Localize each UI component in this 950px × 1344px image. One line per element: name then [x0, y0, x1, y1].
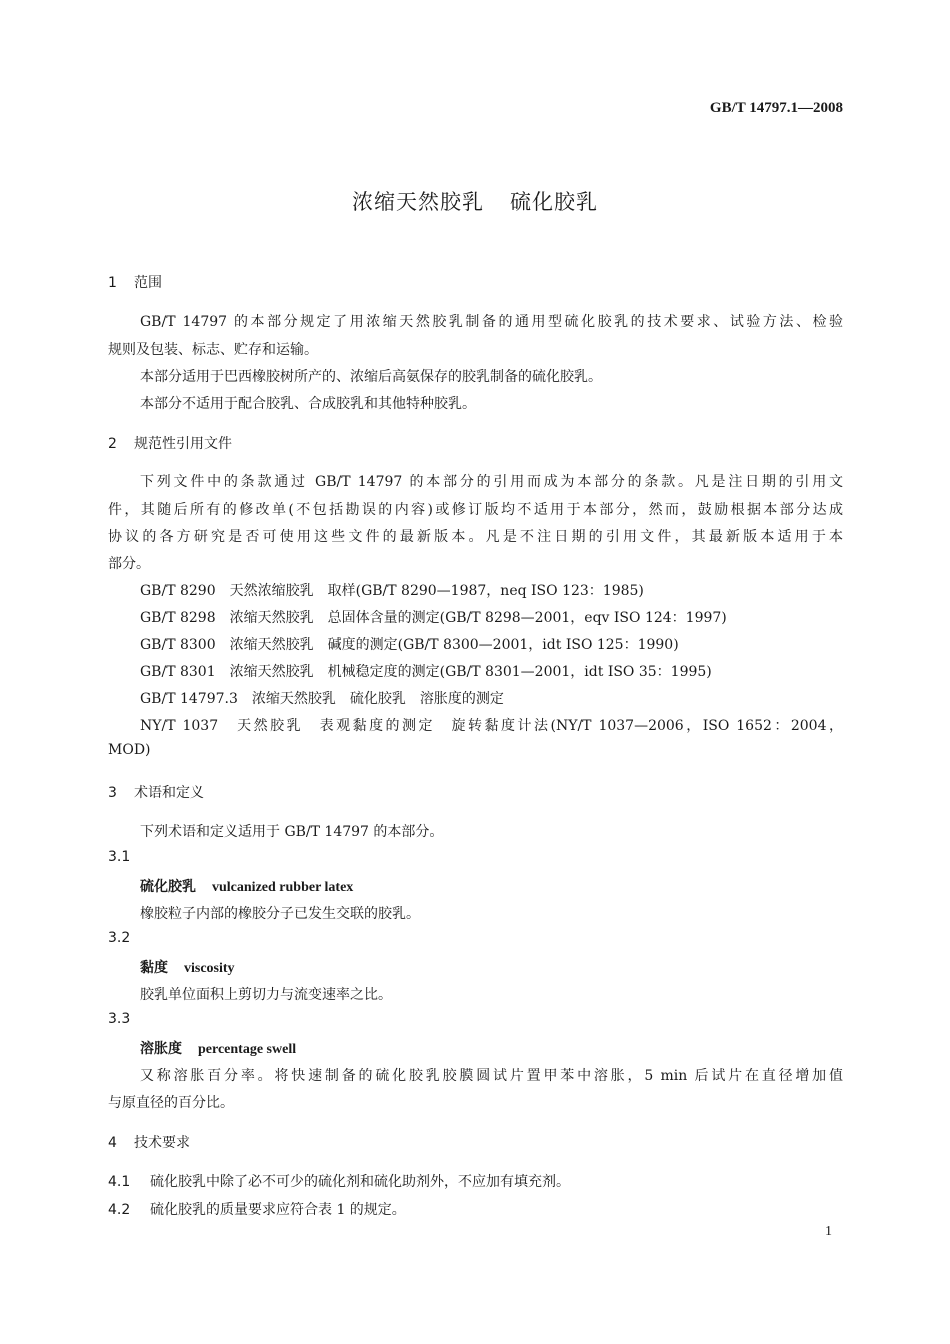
section-title: 范围: [134, 275, 162, 291]
clause-item: [108, 1171, 570, 1191]
term-number: 3.1: [108, 849, 131, 865]
document-title: [0, 186, 950, 216]
term-heading: [140, 957, 235, 977]
s2-paragraph-line-4: 部分。: [108, 556, 150, 572]
clause-number: 4.2: [108, 1202, 131, 1218]
s1-paragraph-1-line-2: 规则及包装、标志、贮存和运输。: [108, 342, 318, 358]
s2-paragraph-line-1: 下列文件中的条款通过 GB/T 14797 的本部分的引用而成为本部分的条款。凡是注日期的引用文: [140, 474, 843, 490]
term-heading: [140, 1038, 296, 1058]
section-4-heading: [108, 1132, 190, 1152]
term-definition: 橡胶粒子内部的橡胶分子已发生交联的胶乳。: [140, 906, 420, 922]
clause-item: [108, 1199, 406, 1219]
reference-item: GB/T 8298 浓缩天然胶乳 总固体含量的测定(GB/T 8298—2001，eqv ISO 124：1997): [140, 610, 727, 626]
reference-item: GB/T 14797.3 浓缩天然胶乳 硫化胶乳 溶胀度的测定: [140, 691, 504, 707]
term-heading: [140, 876, 353, 896]
reference-item: GB/T 8300 浓缩天然胶乳 碱度的测定(GB/T 8300—2001，idt ISO 125：1990): [140, 637, 679, 653]
title-part-1: 浓缩天然胶乳: [352, 190, 484, 214]
section-number: 2: [108, 436, 117, 452]
term-english: viscosity: [184, 961, 235, 976]
s2-paragraph-line-3: 协议的各方研究是否可使用这些文件的最新版本。凡是不注日期的引用文件，其最新版本适用于本: [108, 529, 843, 545]
clause-number: 4.1: [108, 1174, 131, 1190]
term-english: vulcanized rubber latex: [212, 880, 354, 895]
section-title: 规范性引用文件: [134, 436, 232, 452]
page-number: 1: [825, 1224, 832, 1239]
reference-item: NY/T 1037 天然胶乳 表观黏度的测定 旋转黏度计法(NY/T 1037—2006，ISO 1652：2004，: [140, 718, 843, 734]
term-definition: 胶乳单位面积上剪切力与流变速率之比。: [140, 987, 392, 1003]
section-2-heading: [108, 433, 232, 453]
term-chinese: 溶胀度: [140, 1041, 182, 1057]
s1-paragraph-3: 本部分不适用于配合胶乳、合成胶乳和其他特种胶乳。: [140, 396, 476, 412]
term-number: 3.2: [108, 930, 131, 946]
reference-item-continuation: MOD): [108, 742, 151, 758]
reference-item: GB/T 8290 天然浓缩胶乳 取样(GB/T 8290—1987，neq ISO 123：1985): [140, 583, 644, 599]
term-english: percentage swell: [198, 1042, 297, 1057]
clause-text: 硫化胶乳中除了必不可少的硫化剂和硫化助剂外，不应加有填充剂。: [150, 1174, 570, 1190]
title-part-2: 硫化胶乳: [510, 190, 598, 214]
standard-number: GB/T 14797.1—2008: [709, 100, 843, 116]
section-1-heading: [108, 272, 162, 292]
section-number: 3: [108, 785, 117, 801]
term-chinese: 黏度: [140, 960, 168, 976]
s1-paragraph-2: 本部分适用于巴西橡胶树所产的、浓缩后高氨保存的胶乳制备的硫化胶乳。: [140, 369, 602, 385]
term-chinese: 硫化胶乳: [140, 879, 196, 895]
clause-text: 硫化胶乳的质量要求应符合表 1 的规定。: [150, 1202, 406, 1218]
section-number: 4: [108, 1135, 117, 1151]
s3-intro: 下列术语和定义适用于 GB/T 14797 的本部分。: [140, 824, 444, 840]
s1-paragraph-1-line-1: GB/T 14797 的本部分规定了用浓缩天然胶乳制备的通用型硫化胶乳的技术要求、试验方法、检验: [140, 314, 843, 330]
section-title: 技术要求: [134, 1135, 190, 1151]
term-definition-continuation: 与原直径的百分比。: [108, 1095, 234, 1111]
section-title: 术语和定义: [134, 785, 204, 801]
section-number: 1: [108, 275, 117, 291]
reference-item: GB/T 8301 浓缩天然胶乳 机械稳定度的测定(GB/T 8301—2001，idt ISO 35：1995): [140, 664, 712, 680]
term-definition: 又称溶胀百分率。将快速制备的硫化胶乳胶膜圆试片置甲苯中溶胀，5 min 后试片在直径增加值: [140, 1068, 843, 1084]
term-number: 3.3: [108, 1011, 131, 1027]
s2-paragraph-line-2: 件，其随后所有的修改单(不包括勘误的内容)或修订版均不适用于本部分，然而，鼓励根据本部分达成: [108, 502, 843, 518]
section-3-heading: [108, 782, 204, 802]
